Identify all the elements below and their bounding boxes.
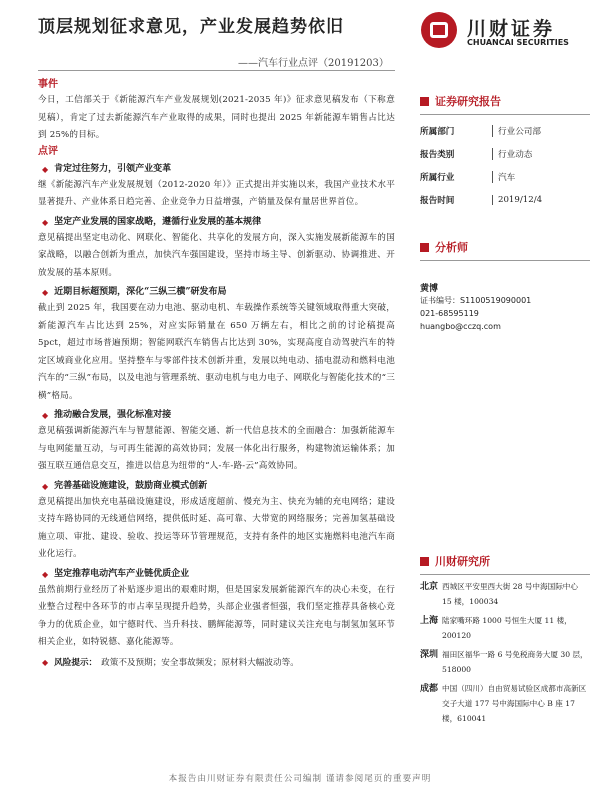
institute-panel (420, 552, 590, 726)
analyst-name: 黄博 (420, 284, 439, 294)
risk-note (38, 655, 395, 671)
divider (420, 114, 590, 115)
main-content (38, 78, 395, 671)
point-text: 意见稿提出加快充电基础设施建设，形成适度超前、慢充为主、快充为辅的充电网络；建设支持车路协同的无线通信网络，提供低时延、高可靠、大带宽的网络服务；完善加氢基础设施立项、审批、建设、验收、投运等环节管理规范，支持有条件的地区实施燃料电池汽车商业化运行。 (38, 496, 395, 559)
company-logo (421, 8, 591, 58)
point-text: 意见稿提出坚定电动化、网联化、智能化、共享化的发展方向，深入实施发展新能源车的国家战略，以融合创新为重点，加快汽车强国建设，坚持市场主导、创新驱动、协调推进、开放发展的基本原则。 (38, 232, 395, 278)
point-text: 虽然前期行业经历了补贴逐步退出的艰难时期，但是国家发展新能源汽车的决心未变，在行业整合过程中各环节的市占率呈现提升趋势，头部企业强者恒强，我们坚定推荐具备核心竞争力的优质企业，如宁德时代、当升科技、鹏辉能源等，同时建议关注充电与制氢加氢环节相关企业，如特锐德、嘉化能源等。 (38, 584, 395, 647)
divider (420, 574, 590, 575)
report-info-panel (420, 92, 590, 211)
diamond-bullet-icon: ◆ (42, 163, 49, 174)
logo-name-cn: 川财证券 (467, 18, 556, 40)
point-title: ◆ 推动融合发展，强化标准对接 (38, 407, 395, 423)
diamond-bullet-icon: ◆ (42, 287, 49, 297)
analyst-header: 分析师 (420, 238, 590, 256)
point-title: ◆ 近期目标超预期，深化“三纵三横”研发布局 (38, 284, 395, 300)
point-title: ◆ 坚定推荐电动汽车产业链优质企业 (38, 566, 395, 582)
logo-mark-icon (421, 12, 457, 48)
risk-label: 风险提示： (54, 657, 98, 668)
office-item: 上海 陆家嘴环路 1000 号恒生大厦 11 楼，200120 (420, 616, 572, 640)
point-text: 继《新能源汽车产业发展规划（2012-2020 年）》正式提出并实施以来，我国产业技术水平显著提升、产业体系日趋完善、企业竞争力日益增强，产销量及保有量居世界首位。 (38, 179, 395, 207)
diamond-bullet-icon: ◆ (42, 480, 49, 491)
report-info-header: 证券研究报告 (420, 92, 590, 110)
point-title: ◆ 坚定产业发展的国家战略，遵循行业发展的基本规律 (38, 214, 395, 230)
office-item: 北京 西城区平安里西大街 28 号中海国际中心 15 楼，100034 (420, 582, 578, 606)
info-row: 报告类别 行业动态 (420, 149, 533, 160)
analyst-email[interactable]: huangbo@cczq.com (420, 322, 501, 331)
office-item: 成都 中国（四川）自由贸易试验区成都市高新区交子大道 177 号中海国际中心 B 座 17 楼，610041 (420, 684, 587, 723)
square-bullet-icon (420, 97, 429, 106)
point-text: 截止到 2025 年，我国要在动力电池、驱动电机、车载操作系统等关键领域取得重大突破，新能源汽车占比达到 25%，对应实际销量在 650 万辆左右，相比之前的讨论稿提高 5pct，超过市场普遍预期；智能网联汽车销售占比达到 30%，实现高度自动驾驶汽车的特定区域商业化应用。坚持整车与零部件技术创新并重，发展以纯电动、插电混动和燃料电池汽车的“三纵”布局，以及电池与管理系统、驱动电机与电力电子、网联化与智能化技术的“三横”格局。 (38, 303, 395, 401)
office-item: 深圳 福田区福华一路 6 号免税商务大厦 30 层，518000 (420, 650, 588, 674)
divider (420, 260, 590, 261)
info-row: 所属行业 汽车 (420, 172, 516, 183)
analyst-panel (420, 238, 590, 333)
diamond-bullet-icon: ◆ (42, 657, 49, 667)
institute-header: 川财研究所 (420, 552, 590, 570)
info-row: 所属部门 行业公司部 (420, 126, 541, 137)
event-label: 事件 (38, 79, 58, 90)
point-title: ◆ 完善基础设施建设，鼓励商业模式创新 (38, 478, 395, 494)
comment-label: 点评 (38, 145, 58, 157)
info-row: 报告时间 2019/12/4 (420, 194, 543, 206)
square-bullet-icon (420, 243, 429, 252)
event-text: 今日，工信部关于《新能源汽车产业发展规划(2021-2035 年)》征求意见稿发布（下称意见稿），肯定了过去新能源汽车产业取得的成果，同时也提出 2025 年新能源车销售占比达到 25%的目标。 (38, 95, 395, 140)
header-divider (38, 70, 395, 71)
risk-text: 政策不及预期；安全事故频发；原材料大幅波动等。 (101, 657, 299, 668)
analyst-phone: 021-68595119 (420, 309, 479, 318)
diamond-bullet-icon: ◆ (42, 568, 49, 579)
logo-name-en: CHUANCAI SECURITIES (467, 38, 569, 47)
page-subtitle: ——汽车行业点评（20191203） (238, 58, 389, 69)
page-title: 顶层规划征求意见，产业发展趋势依旧 (38, 17, 344, 37)
page-footer: 本报告由川财证券有限责任公司编制 谨请参阅尾页的重要声明 (168, 774, 432, 784)
square-bullet-icon (420, 557, 429, 566)
point-title: ◆ 肯定过往努力，引领产业变革 (38, 161, 395, 177)
diamond-bullet-icon: ◆ (42, 410, 49, 420)
point-text: 意见稿强调新能源汽车与智慧能源、智能交通、新一代信息技术的全面融合：加强新能源车与电网能量互动，与可再生能源的高效协同；发展一体化出行服务，构建物流运输体系；加强互联互通信息交互，推进以信息为纽带的“人-车-路-云”高效协同。 (38, 426, 395, 471)
diamond-bullet-icon: ◆ (42, 216, 49, 227)
analyst-cert: 证书编号：S1100519090001 (420, 296, 532, 305)
